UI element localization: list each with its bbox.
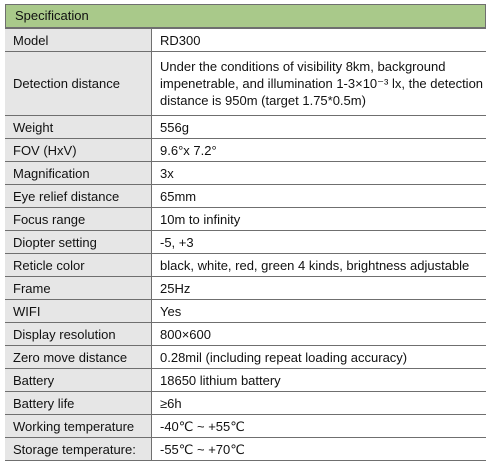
specification-table: [5, 28, 486, 461]
row-value-storage-temperature: -55℃ ~ +70℃: [152, 438, 487, 461]
table-row: [5, 185, 486, 208]
row-value-wifi: Yes: [152, 300, 487, 323]
row-value-model: RD300: [152, 29, 487, 52]
table-row: [5, 254, 486, 277]
row-value-reticle-color: black, white, red, green 4 kinds, brightness adjustable: [152, 254, 487, 277]
row-value-frame: 25Hz: [152, 277, 487, 300]
row-value-detection-distance: Under the conditions of visibility 8km, background impenetrable, and illumination 1-3×10⁻³ lx, the detection distance is 950m (target 1.75*0.5m): [152, 52, 487, 116]
row-value-battery: 18650 lithium battery: [152, 369, 487, 392]
table-row: [5, 369, 486, 392]
row-value-zero-move: 0.28mil (including repeat loading accuracy): [152, 346, 487, 369]
table-row: [5, 346, 486, 369]
table-row: [5, 231, 486, 254]
row-label-working-temperature: Working temperature: [5, 415, 152, 438]
row-label-fov: FOV (HxV): [5, 139, 152, 162]
row-label-frame: Frame: [5, 277, 152, 300]
table-row: [5, 323, 486, 346]
row-label-magnification: Magnification: [5, 162, 152, 185]
table-row: [5, 415, 486, 438]
row-label-model: Model: [5, 29, 152, 52]
row-label-zero-move: Zero move distance: [5, 346, 152, 369]
row-label-battery-life: Battery life: [5, 392, 152, 415]
row-label-eye-relief: Eye relief distance: [5, 185, 152, 208]
specification-header: Specification: [5, 4, 486, 28]
row-label-focus-range: Focus range: [5, 208, 152, 231]
row-value-fov: 9.6°x 7.2°: [152, 139, 487, 162]
row-value-battery-life: ≥6h: [152, 392, 487, 415]
table-row: [5, 208, 486, 231]
row-label-weight: Weight: [5, 116, 152, 139]
row-label-storage-temperature: Storage temperature:: [5, 438, 152, 461]
row-value-working-temperature: -40℃ ~ +55℃: [152, 415, 487, 438]
row-value-weight: 556g: [152, 116, 487, 139]
table-row: [5, 116, 486, 139]
table-row: [5, 300, 486, 323]
row-value-diopter: -5, +3: [152, 231, 487, 254]
specification-sheet: [5, 4, 486, 461]
table-row: [5, 277, 486, 300]
row-label-wifi: WIFI: [5, 300, 152, 323]
table-row: [5, 52, 486, 116]
table-row: [5, 162, 486, 185]
row-value-eye-relief: 65mm: [152, 185, 487, 208]
table-row: [5, 392, 486, 415]
row-label-detection-distance: Detection distance: [5, 52, 152, 116]
table-row: [5, 29, 486, 52]
row-label-display-resolution: Display resolution: [5, 323, 152, 346]
table-row: [5, 438, 486, 461]
row-label-reticle-color: Reticle color: [5, 254, 152, 277]
row-value-display-resolution: 800×600: [152, 323, 487, 346]
row-value-focus-range: 10m to infinity: [152, 208, 487, 231]
table-row: [5, 139, 486, 162]
row-value-magnification: 3x: [152, 162, 487, 185]
row-label-diopter: Diopter setting: [5, 231, 152, 254]
row-label-battery: Battery: [5, 369, 152, 392]
